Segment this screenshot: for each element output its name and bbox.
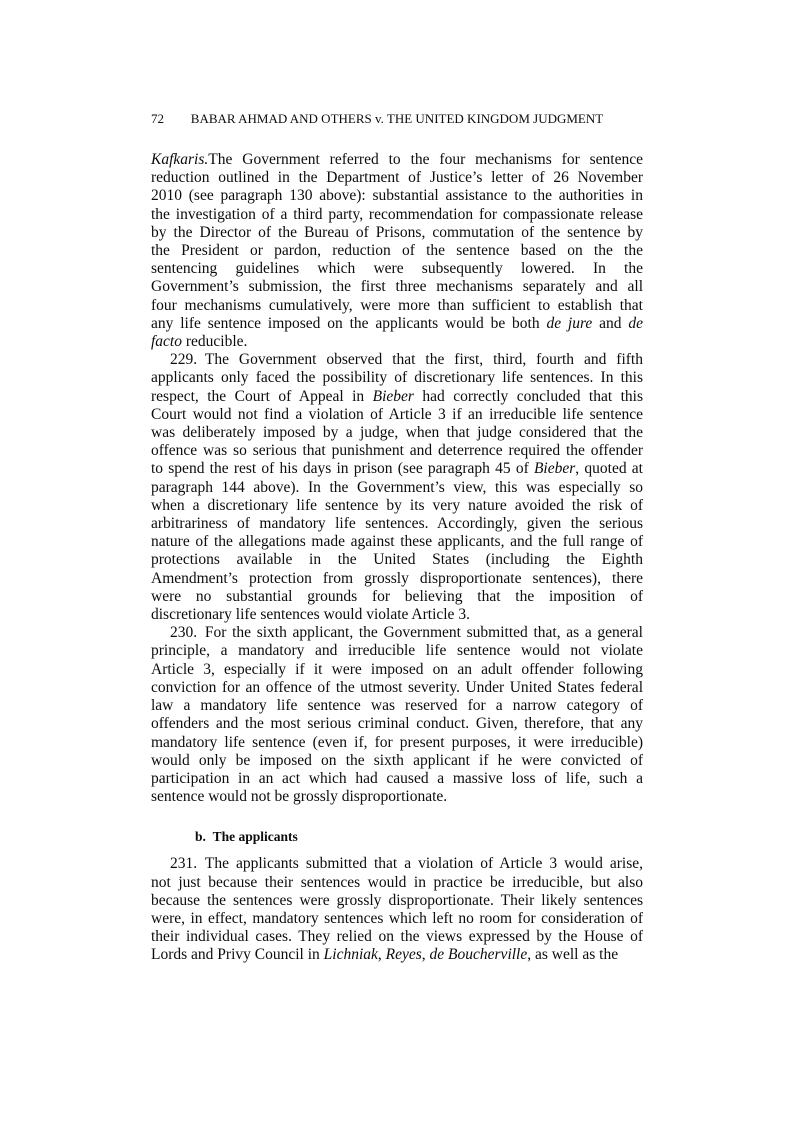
- paragraph: [151, 624, 643, 806]
- paragraph: [151, 855, 643, 964]
- italic-text: Bieber: [372, 387, 414, 405]
- text-line: would only be imposed on the sixth applicant if he were convicted of: [151, 751, 643, 769]
- text-line: was deliberately imposed by a judge, when that judge considered that the: [151, 424, 643, 442]
- text-line: principle, a mandatory and irreducible life sentence would not violate: [151, 642, 643, 660]
- italic-text: de: [628, 314, 643, 332]
- text-line: participation in an act which had caused a massive loss of life, such a: [151, 769, 643, 787]
- text-line: Government’s submission, the first three mechanisms separately and all: [151, 278, 643, 296]
- text-line: sentence would not be grossly disproportionate.: [151, 788, 448, 806]
- text-line: applicants only faced the possibility of discretionary life sentences. In this: [151, 369, 643, 387]
- text-line: to spend the rest of his days in prison (see paragraph 45 of Bieber, quoted at: [151, 460, 643, 478]
- italic-text: Lichniak: [323, 946, 378, 964]
- paragraph: [151, 351, 643, 624]
- text-line: Article 3, especially if it were imposed on an adult offender following: [151, 660, 643, 678]
- judgment-body: [151, 151, 643, 965]
- text-line: respect, the Court of Appeal in Bieber had correctly concluded that this: [151, 387, 643, 405]
- italic-text: de jure: [546, 314, 593, 332]
- text-line: by the Director of the Bureau of Prisons, commutation of the sentence by: [151, 223, 643, 241]
- text-line: because the sentences were grossly disproportionate. Their likely sentences: [151, 891, 643, 909]
- paragraph: [151, 151, 643, 351]
- text-line: conviction for an offence of the utmost severity. Under United States federal: [151, 678, 643, 696]
- italic-text: Kafkaris.: [151, 151, 209, 168]
- text-line: reduction outlined in the Department of Justice’s letter of 26 November: [151, 169, 643, 187]
- text-line: four mechanisms cumulatively, were more than sufficient to establish that: [151, 296, 643, 314]
- text-line: 231. The applicants submitted that a violation of Article 3 would arise,: [170, 855, 643, 873]
- italic-text: Bieber: [533, 460, 576, 478]
- text-line: protections available in the United States (including the Eighth: [151, 551, 643, 569]
- text-line: paragraph 144 above). In the Government’s view, this was especially so: [151, 478, 643, 496]
- section-heading: b. The applicants: [195, 829, 298, 845]
- text-line: their individual cases. They relied on the views expressed by the House of: [151, 928, 643, 946]
- italic-text: de Boucherville: [429, 946, 528, 964]
- text-line: sentencing guidelines which were subsequently lowered. In the: [151, 260, 643, 278]
- text-line: any life sentence imposed on the applicants would be both de jure and de: [151, 314, 643, 332]
- text-line: 229. The Government observed that the first, third, fourth and fifth: [170, 351, 643, 369]
- text-line: were no substantial grounds for believing that the imposition of: [151, 587, 643, 605]
- text-line: offence was so serious that punishment and deterrence required the offender: [151, 442, 643, 460]
- text-line: Kafkaris.The Government referred to the four mechanisms for sentence: [151, 151, 643, 168]
- text-line: 2010 (see paragraph 130 above): substantial assistance to the authorities in: [151, 187, 643, 205]
- text-line: law a mandatory life sentence was reserved for a narrow category of: [151, 697, 643, 715]
- running-header-title: BABAR AHMAD AND OTHERS v. THE UNITED KINGDOM JUDGMENT: [190, 111, 604, 126]
- page-header: [151, 111, 643, 129]
- text-line: discretionary life sentences would violate Article 3.: [151, 606, 470, 624]
- text-line: the investigation of a third party, recommendation for compassionate release: [151, 205, 643, 223]
- text-line: offenders and the most serious criminal conduct. Given, therefore, that any: [151, 715, 643, 733]
- text-line: arbitrariness of mandatory life sentences. Accordingly, given the serious: [151, 515, 643, 533]
- page-number: 72: [151, 111, 164, 126]
- text-line: Lords and Privy Council in Lichniak, Reyes, de Boucherville, as well as the: [151, 946, 619, 964]
- text-line: were, in effect, mandatory sentences which left no room for consideration of: [151, 909, 643, 927]
- text-line: nature of the allegations made against these applicants, and the full range of: [151, 533, 643, 551]
- text-line: not just because their sentences would in practice be irreducible, but also: [151, 873, 643, 891]
- text-line: facto reducible.: [151, 333, 248, 351]
- text-line: Court would not find a violation of Article 3 if an irreducible life sentence: [151, 405, 643, 423]
- italic-text: facto: [151, 333, 182, 351]
- text-line: the President or pardon, reduction of the sentence based on the the: [151, 242, 643, 260]
- text-line: when a discretionary life sentence by its very nature avoided the risk of: [151, 496, 643, 514]
- text-line: 230. For the sixth applicant, the Government submitted that, as a general: [170, 624, 643, 642]
- text-line: Amendment’s protection from grossly disproportionate sentences), there: [151, 569, 643, 587]
- italic-text: Reyes: [385, 946, 422, 964]
- text-line: mandatory life sentence (even if, for present purposes, it were irreducible): [151, 733, 643, 751]
